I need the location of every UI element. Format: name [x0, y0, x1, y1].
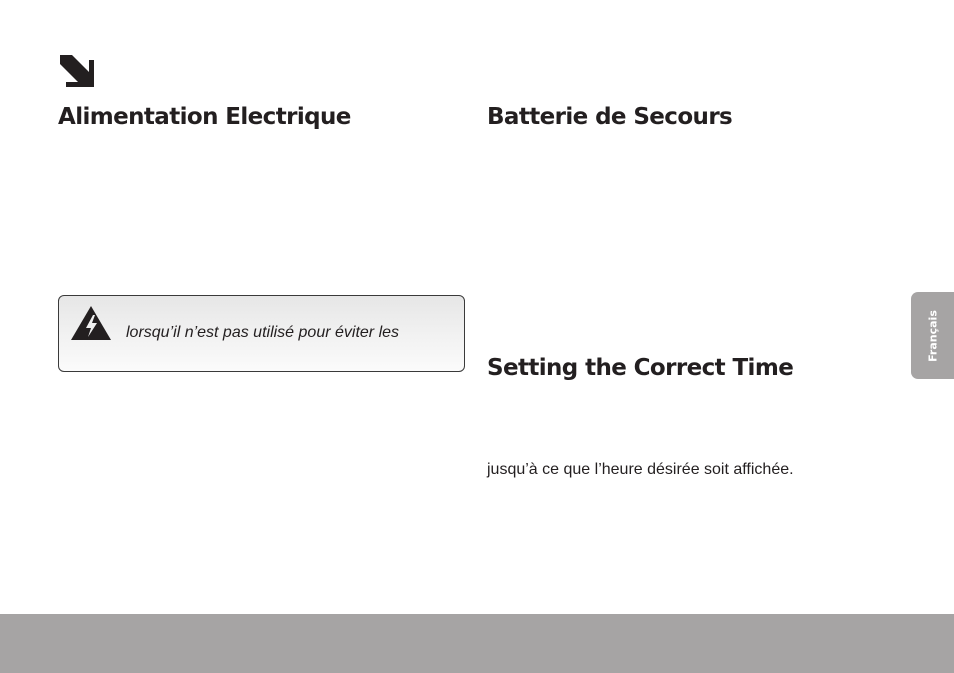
warning-text: lorsqu’il n’est pas utilisé pour éviter les: [126, 324, 400, 341]
warning-box: [58, 295, 465, 372]
heading-alimentation-electrique: Alimentation Electrique: [58, 104, 351, 130]
arrow-down-right-icon: [60, 55, 94, 87]
footer-bar: [0, 614, 954, 673]
body-text-time: jusqu’à ce que l’heure désirée soit affichée.: [487, 461, 794, 478]
language-tab: [911, 292, 954, 379]
heading-setting-the-correct-time: Setting the Correct Time: [487, 355, 794, 381]
heading-batterie-de-secours: Batterie de Secours: [487, 104, 733, 130]
language-tab-label: Français: [926, 309, 939, 362]
lightning-warning-icon: [70, 305, 112, 341]
